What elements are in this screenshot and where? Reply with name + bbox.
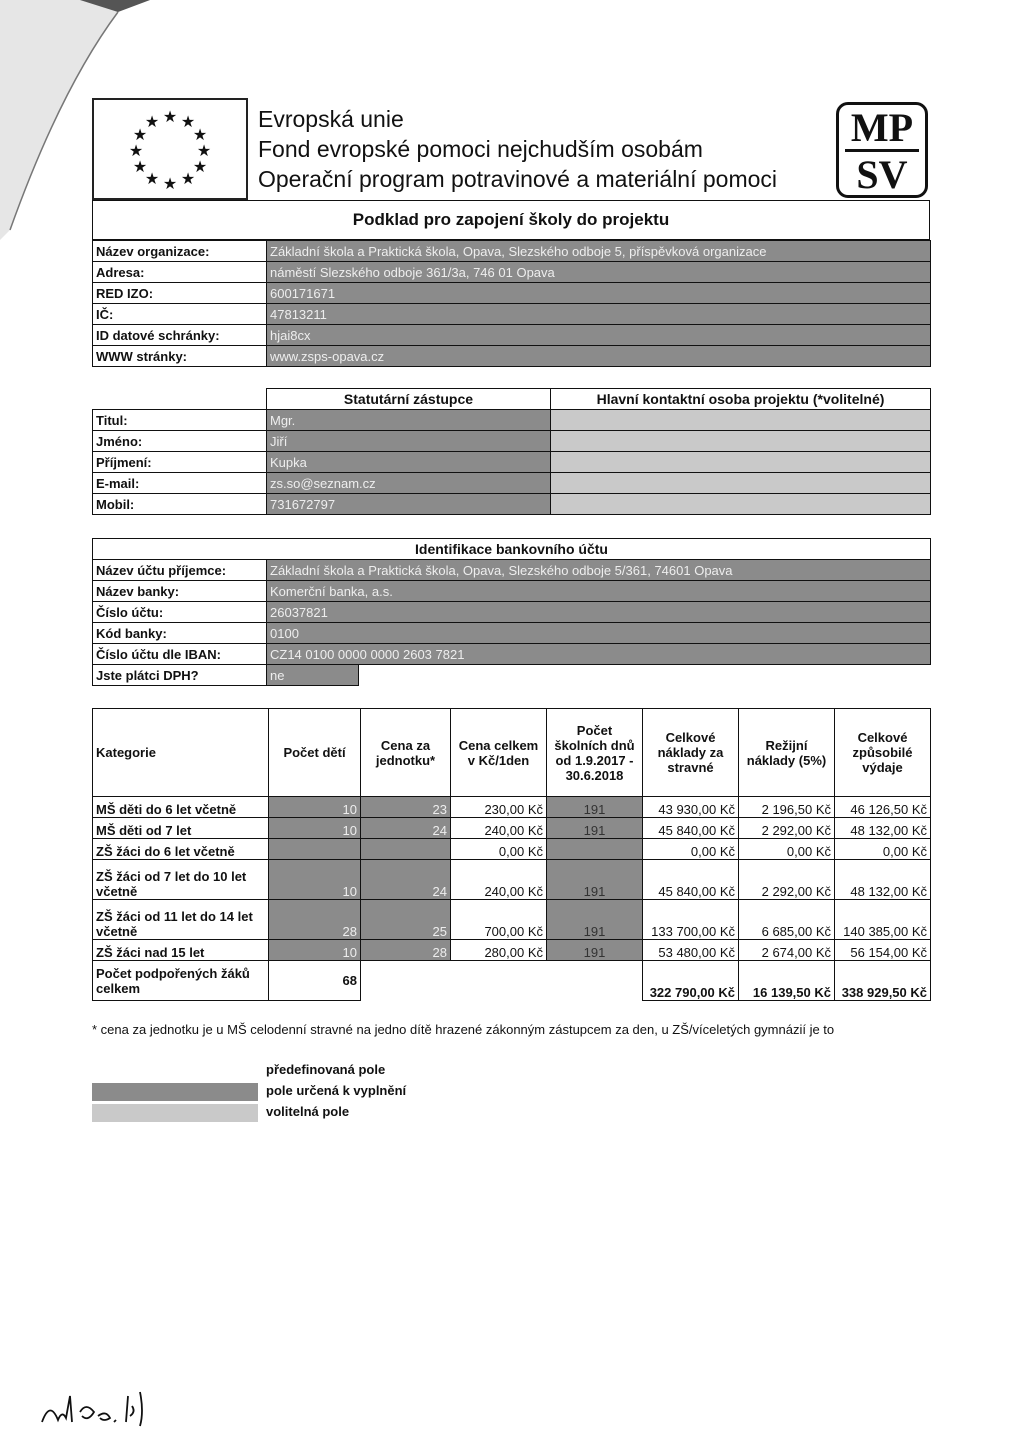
mpsv-logo-bottom: SV xyxy=(856,152,908,197)
costs-overhead: 6 685,00 Kč xyxy=(739,900,835,940)
org-row xyxy=(93,241,931,262)
vat-row xyxy=(93,665,931,686)
costs-unit[interactable]: 24 xyxy=(361,860,451,900)
costs-header: Cena celkem v Kč/1den xyxy=(451,709,547,797)
costs-days[interactable]: 191 xyxy=(547,860,643,900)
bank-value[interactable]: Komerční banka, a.s. xyxy=(267,581,931,602)
contact-row xyxy=(93,431,931,452)
contacts-table xyxy=(92,388,931,515)
costs-day: 240,00 Kč xyxy=(451,860,547,900)
bank-row xyxy=(93,581,931,602)
eu-flag-logo xyxy=(92,98,248,200)
costs-eligible: 140 385,00 Kč xyxy=(835,900,931,940)
bank-label: Číslo účtu: xyxy=(93,602,267,623)
org-value[interactable]: náměstí Slezského odboje 361/3a, 746 01 Opava xyxy=(267,262,931,283)
statutory-value[interactable]: Mgr. xyxy=(267,410,551,431)
costs-count[interactable]: 10 xyxy=(269,818,361,839)
org-value[interactable]: Základní škola a Praktická škola, Opava, Slezského odboje 5, příspěvková organizace xyxy=(267,241,931,262)
mpsv-logo xyxy=(836,102,928,198)
costs-cat: ZŠ žáci od 7 let do 10 let včetně xyxy=(93,860,269,900)
svg-text:★: ★ xyxy=(128,141,144,160)
eu-stars-icon xyxy=(94,100,246,198)
costs-count[interactable]: 10 xyxy=(269,860,361,900)
costs-header: Celkové náklady za stravné xyxy=(643,709,739,797)
svg-text:★: ★ xyxy=(162,174,178,193)
contact-person-header: Hlavní kontaktní osoba projektu (*volitelné) xyxy=(551,389,931,410)
costs-count[interactable]: 28 xyxy=(269,900,361,940)
svg-text:★: ★ xyxy=(144,112,160,131)
svg-text:★: ★ xyxy=(196,141,212,160)
costs-header: Režijní náklady (5%) xyxy=(739,709,835,797)
costs-unit[interactable]: 25 xyxy=(361,900,451,940)
header-text xyxy=(258,104,838,194)
legend-swatch-optional xyxy=(92,1104,258,1122)
costs-days[interactable]: 191 xyxy=(547,900,643,940)
statutory-value[interactable]: 731672797 xyxy=(267,494,551,515)
org-label: IČ: xyxy=(93,304,267,325)
costs-eligible: 48 132,00 Kč xyxy=(835,860,931,900)
costs-row xyxy=(93,818,931,839)
costs-overhead: 2 292,00 Kč xyxy=(739,860,835,900)
bank-value[interactable]: 0100 xyxy=(267,623,931,644)
costs-eligible: 48 132,00 Kč xyxy=(835,818,931,839)
costs-day: 700,00 Kč xyxy=(451,900,547,940)
statutory-header: Statutární zástupce xyxy=(267,389,551,410)
handwritten-signature xyxy=(36,1382,166,1432)
org-row xyxy=(93,325,931,346)
costs-header-row xyxy=(93,709,931,797)
org-row xyxy=(93,283,931,304)
costs-count[interactable]: 10 xyxy=(269,940,361,961)
org-label: Adresa: xyxy=(93,262,267,283)
costs-unit[interactable]: 23 xyxy=(361,797,451,818)
costs-sum-row xyxy=(93,961,931,1001)
costs-unit[interactable] xyxy=(361,839,451,860)
bank-caption: Identifikace bankovního účtu xyxy=(93,539,931,560)
costs-header: Kategorie xyxy=(93,709,269,797)
header-line-eu: Evropská unie xyxy=(258,106,404,132)
contact-label: Příjmení: xyxy=(93,452,267,473)
org-label: WWW stránky: xyxy=(93,346,267,367)
costs-cat: MŠ děti od 7 let xyxy=(93,818,269,839)
costs-count[interactable] xyxy=(269,839,361,860)
costs-row xyxy=(93,900,931,940)
vat-value[interactable]: ne xyxy=(267,665,359,686)
costs-table xyxy=(92,708,931,1001)
costs-day: 0,00 Kč xyxy=(451,839,547,860)
contact-row xyxy=(93,494,931,515)
costs-row xyxy=(93,860,931,900)
bank-label: Číslo účtu dle IBAN: xyxy=(93,644,267,665)
contact-person-value[interactable] xyxy=(551,473,931,494)
contact-person-value[interactable] xyxy=(551,452,931,473)
contact-row xyxy=(93,473,931,494)
costs-total: 0,00 Kč xyxy=(643,839,739,860)
org-row xyxy=(93,262,931,283)
svg-text:★: ★ xyxy=(144,169,160,188)
contact-label: Titul: xyxy=(93,410,267,431)
bank-row xyxy=(93,602,931,623)
costs-eligible: 0,00 Kč xyxy=(835,839,931,860)
vat-label: Jste plátci DPH? xyxy=(93,665,267,686)
costs-row xyxy=(93,797,931,818)
costs-cat: ZŠ žáci od 11 let do 14 let včetně xyxy=(93,900,269,940)
costs-row xyxy=(93,940,931,961)
contact-person-value[interactable] xyxy=(551,431,931,452)
costs-total: 53 480,00 Kč xyxy=(643,940,739,961)
org-label: Název organizace: xyxy=(93,241,267,262)
costs-unit[interactable]: 28 xyxy=(361,940,451,961)
bank-label: Kód banky: xyxy=(93,623,267,644)
sum-total: 322 790,00 Kč xyxy=(643,961,739,1001)
contact-label: E-mail: xyxy=(93,473,267,494)
contact-label: Mobil: xyxy=(93,494,267,515)
costs-day: 280,00 Kč xyxy=(451,940,547,961)
bank-value[interactable]: Základní škola a Praktická škola, Opava, Slezského odboje 5/361, 74601 Opava xyxy=(267,560,931,581)
costs-day: 240,00 Kč xyxy=(451,818,547,839)
costs-cat: ZŠ žáci do 6 let včetně xyxy=(93,839,269,860)
legend-optional: volitelná pole xyxy=(266,1104,350,1119)
costs-count[interactable]: 10 xyxy=(269,797,361,818)
legend-fill: pole určená k vyplnění xyxy=(266,1083,407,1098)
bank-table xyxy=(92,538,931,686)
contact-label: Jméno: xyxy=(93,431,267,452)
contact-person-value[interactable] xyxy=(551,410,931,431)
costs-eligible: 56 154,00 Kč xyxy=(835,940,931,961)
bank-label: Název účtu příjemce: xyxy=(93,560,267,581)
costs-header: Počet dětí xyxy=(269,709,361,797)
org-value[interactable]: 47813211 xyxy=(267,304,931,325)
header-line-fund: Fond evropské pomoci nejchudším osobám xyxy=(258,136,703,162)
costs-cat: ZŠ žáci nad 15 let xyxy=(93,940,269,961)
sum-count: 68 xyxy=(269,961,361,1001)
org-label: ID datové schránky: xyxy=(93,325,267,346)
organization-table xyxy=(92,240,931,367)
costs-days[interactable]: 191 xyxy=(547,940,643,961)
costs-total: 133 700,00 Kč xyxy=(643,900,739,940)
org-value[interactable]: www.zsps-opava.cz xyxy=(267,346,931,367)
costs-days[interactable]: 191 xyxy=(547,818,643,839)
svg-text:★: ★ xyxy=(192,157,208,176)
costs-header: Cena za jednotku* xyxy=(361,709,451,797)
costs-overhead: 0,00 Kč xyxy=(739,839,835,860)
statutory-value[interactable]: Jiří xyxy=(267,431,551,452)
costs-overhead: 2 292,00 Kč xyxy=(739,818,835,839)
mpsv-logo-top: MP xyxy=(845,107,919,152)
legend-predefined: předefinovaná pole xyxy=(266,1062,386,1077)
costs-cat: MŠ děti do 6 let včetně xyxy=(93,797,269,818)
org-value[interactable]: 600171671 xyxy=(267,283,931,304)
bank-row xyxy=(93,644,931,665)
page-title: Podklad pro zapojení školy do projektu xyxy=(92,200,930,240)
svg-text:★: ★ xyxy=(132,125,148,144)
costs-row xyxy=(93,839,931,860)
costs-overhead: 2 196,50 Kč xyxy=(739,797,835,818)
costs-overhead: 2 674,00 Kč xyxy=(739,940,835,961)
costs-day: 230,00 Kč xyxy=(451,797,547,818)
org-label: RED IZO: xyxy=(93,283,267,304)
costs-unit[interactable]: 24 xyxy=(361,818,451,839)
costs-total: 45 840,00 Kč xyxy=(643,818,739,839)
footnote: * cena za jednotku je u MŠ celodenní stravné na jedno dítě hrazené zákonným zástupcem za den, u ZŠ/víceletých gymnázií je to xyxy=(92,1022,835,1037)
statutory-value[interactable]: zs.so@seznam.cz xyxy=(267,473,551,494)
contacts-blank xyxy=(93,389,267,410)
legend-swatch-fill xyxy=(92,1083,258,1101)
sum-overhead: 16 139,50 Kč xyxy=(739,961,835,1001)
legend-swatch-predefined xyxy=(92,1062,258,1080)
costs-total: 43 930,00 Kč xyxy=(643,797,739,818)
costs-days[interactable]: 191 xyxy=(547,797,643,818)
costs-header: Celkové způsobilé výdaje xyxy=(835,709,931,797)
costs-eligible: 46 126,50 Kč xyxy=(835,797,931,818)
contact-row xyxy=(93,452,931,473)
costs-header: Počet školních dnů od 1.9.2017 - 30.6.2018 xyxy=(547,709,643,797)
bank-value[interactable]: CZ14 0100 0000 0000 2603 7821 xyxy=(267,644,931,665)
org-row xyxy=(93,346,931,367)
statutory-value[interactable]: Kupka xyxy=(267,452,551,473)
sum-label: Počet podpořených žáků celkem xyxy=(93,961,269,1001)
org-row xyxy=(93,304,931,325)
org-value[interactable]: hjai8cx xyxy=(267,325,931,346)
costs-total: 45 840,00 Kč xyxy=(643,860,739,900)
contact-row xyxy=(93,410,931,431)
bank-label: Název banky: xyxy=(93,581,267,602)
costs-days[interactable] xyxy=(547,839,643,860)
svg-text:★: ★ xyxy=(192,125,208,144)
svg-text:★: ★ xyxy=(180,169,196,188)
sum-eligible: 338 929,50 Kč xyxy=(835,961,931,1001)
bank-row xyxy=(93,623,931,644)
header-line-program: Operační program potravinové a materiální pomoci xyxy=(258,166,778,192)
svg-text:★: ★ xyxy=(180,112,196,131)
bank-value[interactable]: 26037821 xyxy=(267,602,931,623)
svg-text:★: ★ xyxy=(162,107,178,126)
contact-person-value[interactable] xyxy=(551,494,931,515)
bank-row xyxy=(93,560,931,581)
svg-text:★: ★ xyxy=(132,157,148,176)
